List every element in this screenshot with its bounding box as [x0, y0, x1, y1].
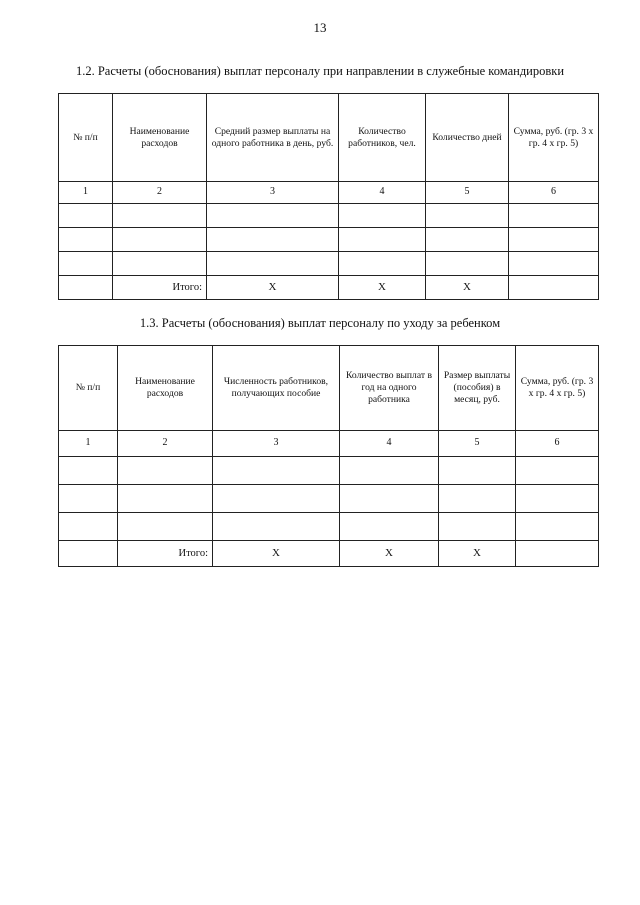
table-header-row	[59, 346, 599, 431]
table-cell	[509, 204, 599, 228]
table-cell	[118, 457, 213, 485]
table-cell	[113, 204, 207, 228]
table-header-row	[59, 94, 599, 182]
column-number: 5	[426, 182, 509, 204]
table-cell	[339, 228, 426, 252]
table-cell	[516, 485, 599, 513]
table-cell	[213, 485, 340, 513]
table-cell	[59, 204, 113, 228]
table-cell	[339, 252, 426, 276]
not-applicable-mark: Х	[439, 541, 516, 567]
table-cell	[113, 228, 207, 252]
total-row	[59, 276, 599, 300]
table-row	[59, 485, 599, 513]
header-cell: Наименование расходов	[113, 94, 207, 182]
table-cell	[59, 228, 113, 252]
header-cell: Размер выплаты (пособия) в месяц, руб.	[439, 346, 516, 431]
table-cell	[118, 485, 213, 513]
total-sum-cell	[509, 276, 599, 300]
header-cell: Средний размер выплаты на одного работника в день, руб.	[207, 94, 339, 182]
column-number: 2	[118, 431, 213, 457]
header-cell: № п/п	[59, 94, 113, 182]
table-cell	[340, 485, 439, 513]
table-cell	[509, 228, 599, 252]
table-cell	[213, 457, 340, 485]
table-cell	[339, 204, 426, 228]
header-cell: Наименование расходов	[118, 346, 213, 431]
not-applicable-mark: Х	[340, 541, 439, 567]
header-cell: № п/п	[59, 346, 118, 431]
table-cell	[426, 252, 509, 276]
table-cell	[509, 252, 599, 276]
table-cell	[113, 252, 207, 276]
page-number: 13	[313, 20, 327, 35]
table-cell	[207, 204, 339, 228]
table-cell	[516, 457, 599, 485]
total-row	[59, 541, 599, 567]
table-cell	[340, 457, 439, 485]
column-number: 2	[113, 182, 207, 204]
table-row	[59, 457, 599, 485]
not-applicable-mark: Х	[213, 541, 340, 567]
section-1-3-table	[58, 345, 599, 567]
column-number: 4	[339, 182, 426, 204]
table-row	[59, 513, 599, 541]
table-cell	[426, 204, 509, 228]
table-cell	[439, 513, 516, 541]
column-number: 5	[439, 431, 516, 457]
section-1-2-table	[58, 93, 599, 300]
column-number: 6	[509, 182, 599, 204]
table-cell	[207, 228, 339, 252]
column-number-row	[59, 431, 599, 457]
column-number: 1	[59, 431, 118, 457]
header-cell: Количество дней	[426, 94, 509, 182]
table-cell	[439, 485, 516, 513]
header-cell: Сумма, руб. (гр. 3 х гр. 4 х гр. 5)	[516, 346, 599, 431]
column-number: 3	[213, 431, 340, 457]
table-cell	[59, 457, 118, 485]
table-row	[59, 228, 599, 252]
table-row	[59, 252, 599, 276]
header-cell: Численность работников, получающих пособие	[213, 346, 340, 431]
not-applicable-mark: Х	[339, 276, 426, 300]
column-number: 4	[340, 431, 439, 457]
header-cell: Количество работников, чел.	[339, 94, 426, 182]
table-cell	[59, 276, 113, 300]
table-cell	[439, 457, 516, 485]
table-cell	[118, 513, 213, 541]
table-row	[59, 204, 599, 228]
table-cell	[59, 252, 113, 276]
table-cell	[340, 513, 439, 541]
column-number: 3	[207, 182, 339, 204]
table-cell	[516, 513, 599, 541]
total-label: Итого:	[118, 541, 213, 567]
total-label: Итого:	[113, 276, 207, 300]
table-cell	[213, 513, 340, 541]
table-cell	[59, 513, 118, 541]
not-applicable-mark: Х	[426, 276, 509, 300]
section-1-3-title: 1.3. Расчеты (обоснования) выплат персоналу по уходу за ребенком	[139, 316, 501, 330]
column-number: 1	[59, 182, 113, 204]
table-cell	[59, 541, 118, 567]
column-number: 6	[516, 431, 599, 457]
column-number-row	[59, 182, 599, 204]
header-cell: Количество выплат в год на одного работника	[340, 346, 439, 431]
header-cell: Сумма, руб. (гр. 3 х гр. 4 х гр. 5)	[509, 94, 599, 182]
not-applicable-mark: Х	[207, 276, 339, 300]
table-cell	[59, 485, 118, 513]
section-1-2-title: 1.2. Расчеты (обоснования) выплат персоналу при направлении в служебные командировки	[75, 64, 565, 78]
total-sum-cell	[516, 541, 599, 567]
table-cell	[207, 252, 339, 276]
table-cell	[426, 228, 509, 252]
